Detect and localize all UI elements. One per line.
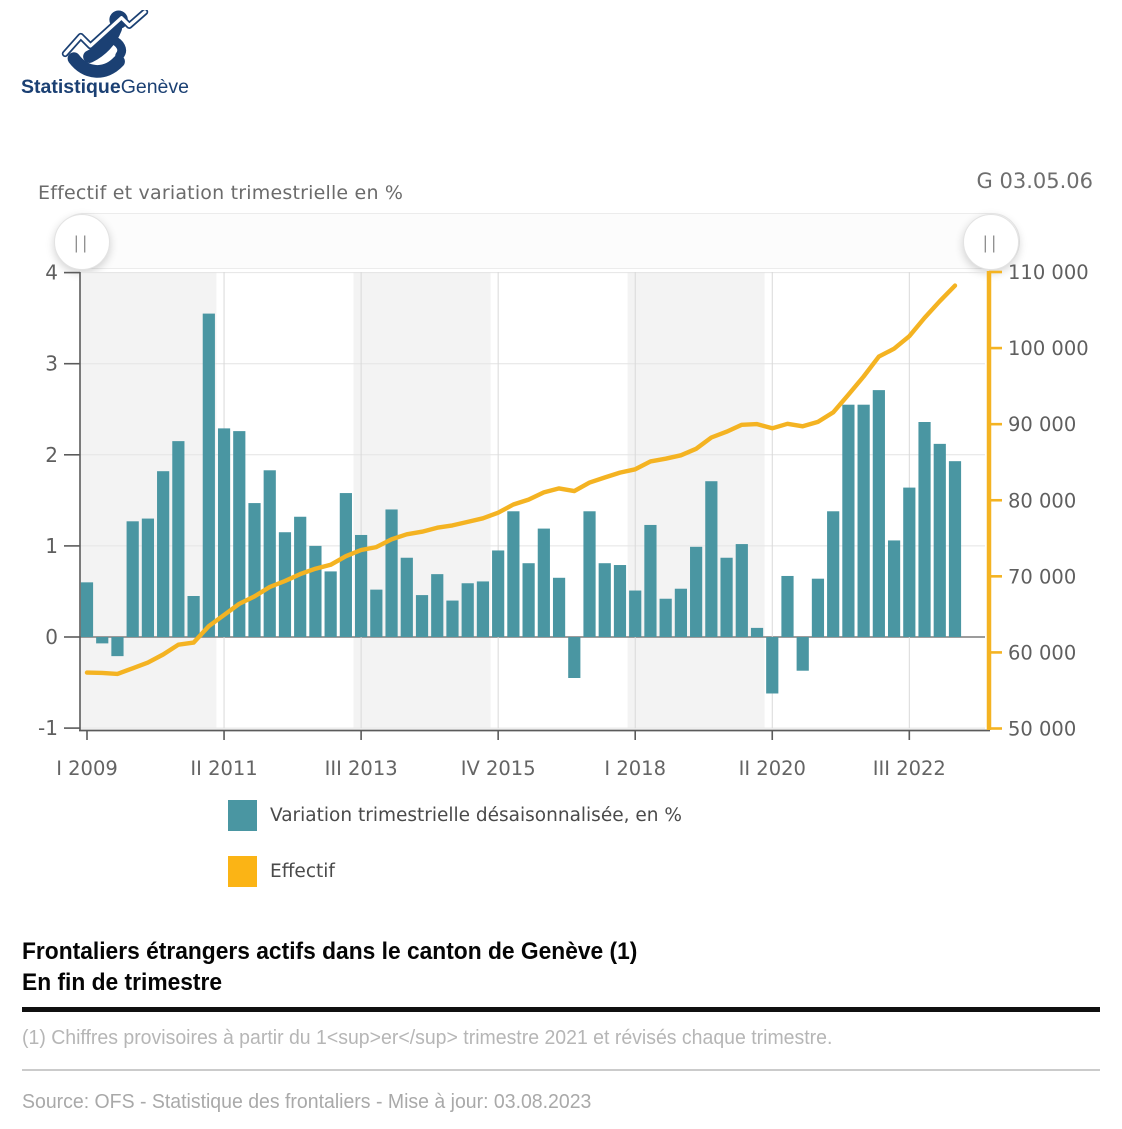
svg-text:0: 0 xyxy=(45,625,58,649)
divider-thick xyxy=(22,1007,1100,1012)
logo-wordmark xyxy=(21,76,189,99)
svg-text:I 2018: I 2018 xyxy=(604,757,666,780)
svg-text:3: 3 xyxy=(45,351,58,376)
effectif-line xyxy=(87,286,955,674)
svg-text:110 000: 110 000 xyxy=(1008,261,1089,284)
svg-text:70 000: 70 000 xyxy=(1008,565,1077,589)
svg-text:80 000: 80 000 xyxy=(1008,489,1077,513)
effectif-swatch xyxy=(228,856,257,887)
figure-title-line1: Frontaliers étrangers actifs dans le canton de Genève (1) xyxy=(22,938,638,965)
legend-label: Effectif xyxy=(270,861,335,882)
svg-text:100 000: 100 000 xyxy=(1008,337,1089,361)
svg-text:IV 2015: IV 2015 xyxy=(460,757,536,780)
svg-text:50 000: 50 000 xyxy=(1008,717,1077,741)
variation-swatch xyxy=(228,800,257,831)
svg-text:1: 1 xyxy=(45,533,58,558)
svg-text:I 2009: I 2009 xyxy=(56,757,118,780)
graph-id: G 03.05.06 xyxy=(976,169,1093,193)
figure-title xyxy=(22,936,637,998)
legend-item-variation xyxy=(228,800,682,831)
svg-text:-1: -1 xyxy=(38,716,58,741)
source-line: Source: OFS - Statistique des frontaliers - Mise à jour: 03.08.2023 xyxy=(22,1090,592,1113)
chart-plot xyxy=(0,250,1122,780)
drag-handle-icon: || xyxy=(73,232,91,252)
svg-text:III 2013: III 2013 xyxy=(324,757,398,780)
svg-text:2: 2 xyxy=(45,442,58,467)
svg-text:II 2011: II 2011 xyxy=(190,757,258,780)
svg-text:II 2020: II 2020 xyxy=(738,757,806,780)
figure-title-line2: En fin de trimestre xyxy=(22,969,223,996)
chart-title: Effectif et variation trimestrielle en % xyxy=(38,182,404,204)
legend-item-effectif xyxy=(228,856,335,887)
footnote: (1) Chiffres provisoires à partir du 1<sup>er</sup> trimestre 2021 et révisés chaque trimestre. xyxy=(22,1026,833,1049)
right-axis xyxy=(989,261,1089,741)
legend-label: Variation trimestrielle désaisonnalisée, en % xyxy=(270,805,682,826)
svg-text:60 000: 60 000 xyxy=(1008,641,1077,665)
logo-brand-regular: Genève xyxy=(120,76,189,98)
statistique-geneve-logo xyxy=(20,6,220,102)
runner-chart-icon xyxy=(60,10,150,78)
svg-text:4: 4 xyxy=(45,260,58,285)
svg-text:III 2022: III 2022 xyxy=(872,757,946,780)
logo-brand-bold: Statistique xyxy=(21,76,121,98)
divider-thin xyxy=(22,1069,1100,1071)
drag-handle-icon: || xyxy=(982,232,1000,252)
svg-text:90 000: 90 000 xyxy=(1008,413,1077,437)
